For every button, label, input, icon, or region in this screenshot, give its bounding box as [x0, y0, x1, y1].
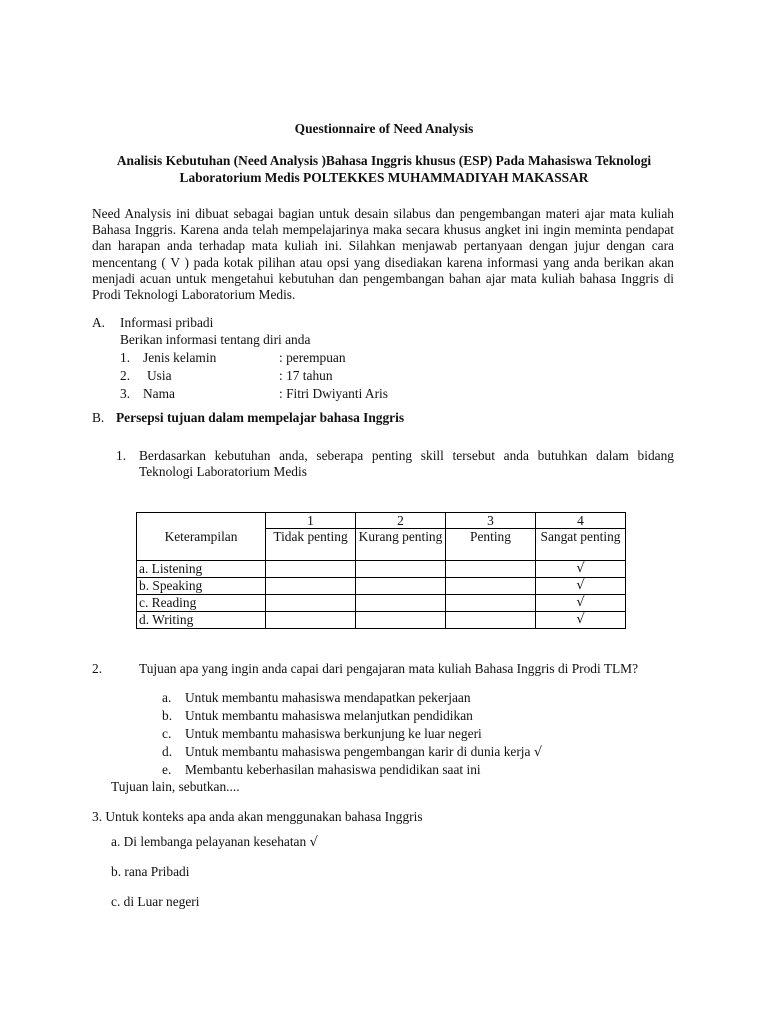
document-subtitle-line1: Analisis Kebutuhan (Need Analysis )Bahasa Inggris khusus (ESP) Pada Mahasiswa Teknologi: [116, 153, 652, 168]
question-3-text: 3. Untuk konteks apa anda akan menggunakan bahasa Inggris: [92, 809, 423, 824]
option-label: a. Di lembanga pelayanan kesehatan: [111, 834, 307, 849]
option-text[interactable]: Membantu keberhasilan mahasiswa pendidikan saat ini: [185, 762, 481, 777]
rating-cell[interactable]: [266, 561, 356, 578]
option-letter: b.: [162, 708, 173, 723]
option-label: Untuk membantu mahasiswa pengembangan karir di dunia kerja: [185, 744, 531, 759]
option-letter: e.: [162, 762, 172, 777]
skill-label: b. Speaking: [137, 578, 266, 595]
checkmark-icon: √: [309, 835, 318, 850]
skills-importance-table: [136, 512, 626, 629]
other-goal-prompt: Tujuan lain, sebutkan....: [111, 779, 240, 794]
rating-cell[interactable]: [446, 578, 536, 595]
skill-label: a. Listening: [137, 561, 266, 578]
checkmark-icon: √: [533, 745, 543, 760]
scale-number: 2: [356, 513, 446, 529]
table-row: [137, 595, 626, 612]
field-label: Jenis kelamin: [143, 350, 217, 365]
section-a-title: Informasi pribadi: [120, 315, 214, 330]
rating-cell[interactable]: [266, 578, 356, 595]
option-text[interactable]: Untuk membantu mahasiswa melanjutkan pendidikan: [185, 708, 473, 723]
rating-cell[interactable]: [446, 595, 536, 612]
option-letter: a.: [162, 690, 172, 705]
section-a-marker: A.: [92, 315, 106, 330]
scale-number: 1: [266, 513, 356, 529]
scale-number: 3: [446, 513, 536, 529]
table-row: [137, 612, 626, 629]
option-text[interactable]: Untuk membantu mahasiswa berkunjung ke luar negeri: [185, 726, 482, 741]
field-value: : 17 tahun: [279, 368, 333, 383]
scale-label: Sangat penting: [536, 529, 626, 561]
rating-cell[interactable]: [266, 612, 356, 629]
question-1-text: Berdasarkan kebutuhan anda, seberapa penting skill tersebut anda butuhkan dalam bidang Teknologi Laboratorium Medis: [139, 448, 674, 480]
scale-label: Penting: [446, 529, 536, 561]
intro-paragraph: Need Analysis ini dibuat sebagai bagian untuk desain silabus dan pengembangan materi ajar mata kuliah Bahasa Inggris. Karena anda telah mempelajarinya maka secara khusus angket ini ingin meminta pendapat dan harapan anda terhadap mata kuliah ini. Silahkan menjawab pertanyaan dengan jujur dengan cara mencentang ( V ) pada kotak pilihan atau opsi yang disediakan karena informasi yang anda berikan akan menjadi acuan untuk mengetahui kebutuhan dan pengembangan bahan ajar mata kuliah bahasa Inggris di Prodi Teknologi Laboratorium Medis.: [92, 206, 674, 303]
rating-cell[interactable]: [446, 612, 536, 629]
rating-cell[interactable]: [356, 595, 446, 612]
scale-label: Kurang penting: [356, 529, 446, 561]
section-a-instruction: Berikan informasi tentang diri anda: [120, 332, 311, 347]
skill-label: d. Writing: [137, 612, 266, 629]
option-letter: c.: [162, 726, 172, 741]
table-header-keterampilan: Keterampilan: [137, 513, 266, 561]
rating-cell-checked[interactable]: √: [536, 595, 626, 612]
q3-option[interactable]: [111, 834, 318, 851]
table-row: [137, 578, 626, 595]
rating-cell-checked[interactable]: √: [536, 612, 626, 629]
table-row: [137, 561, 626, 578]
rating-cell[interactable]: [356, 578, 446, 595]
rating-cell[interactable]: [266, 595, 356, 612]
skill-label: c. Reading: [137, 595, 266, 612]
rating-cell-checked[interactable]: √: [536, 561, 626, 578]
document-subtitle-line2: Laboratorium Medis POLTEKKES MUHAMMADIYAH MAKASSAR: [179, 170, 589, 185]
option-text[interactable]: [185, 744, 542, 761]
field-value: : perempuan: [279, 350, 346, 365]
scale-number: 4: [536, 513, 626, 529]
rating-cell[interactable]: [356, 561, 446, 578]
rating-cell[interactable]: [446, 561, 536, 578]
field-label: Nama: [143, 386, 175, 401]
section-b-title: Persepsi tujuan dalam mempelajar bahasa Inggris: [116, 410, 405, 425]
question-2-number: 2.: [92, 661, 103, 676]
section-b-marker: B.: [92, 410, 105, 425]
field-number: 2.: [120, 368, 131, 383]
question-1-number: 1.: [116, 448, 127, 463]
rating-cell-checked[interactable]: √: [536, 578, 626, 595]
option-text[interactable]: Untuk membantu mahasiswa mendapatkan pekerjaan: [185, 690, 471, 705]
field-value: : Fitri Dwiyanti Aris: [279, 386, 388, 401]
field-label: Usia: [147, 368, 172, 383]
rating-cell[interactable]: [356, 612, 446, 629]
field-number: 3.: [120, 386, 131, 401]
scale-label: Tidak penting: [266, 529, 356, 561]
q3-option[interactable]: b. rana Pribadi: [111, 864, 190, 879]
document-title: Questionnaire of Need Analysis: [294, 121, 474, 136]
question-2-text: Tujuan apa yang ingin anda capai dari pengajaran mata kuliah Bahasa Inggris di Prodi TLM?: [139, 661, 639, 676]
option-letter: d.: [162, 744, 173, 759]
q3-option[interactable]: c. di Luar negeri: [111, 894, 200, 909]
field-number: 1.: [120, 350, 131, 365]
